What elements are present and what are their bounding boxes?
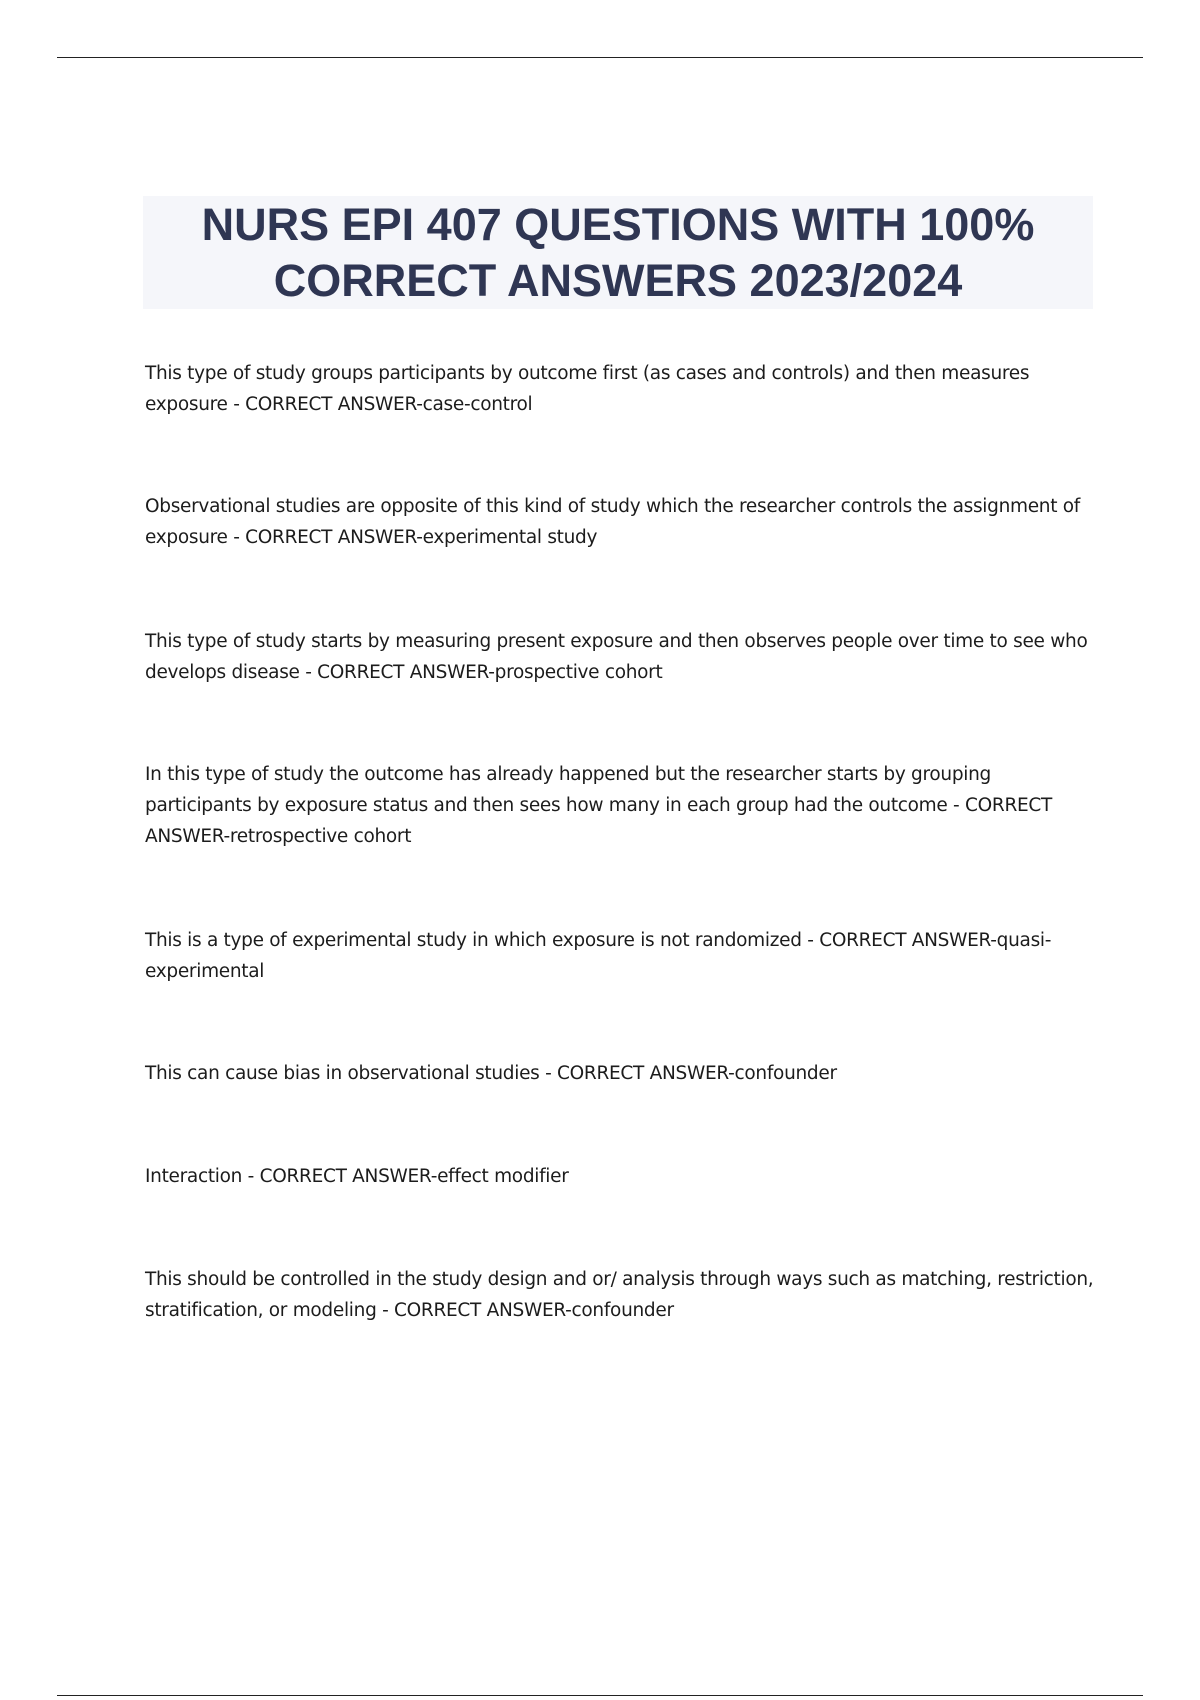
qa-item-7: Interaction - CORRECT ANSWER-effect modifier [145,1166,569,1187]
qa-item-5: This is a type of experimental study in which exposure is not randomized - CORRECT ANSWER-quasi-experimental [145,930,1052,982]
qa-item-3: This type of study starts by measuring present exposure and then observes people over time to see who develops disease - CORRECT ANSWER-prospective cohort [145,631,1088,683]
qa-item-6: This can cause bias in observational studies - CORRECT ANSWER-confounder [145,1063,837,1084]
qa-item-8: This should be controlled in the study design and or/ analysis through ways such as matching, restriction, stratification, or modeling - CORRECT ANSWER-confounder [145,1269,1094,1321]
qa-item-1: This type of study groups participants by outcome first (as cases and controls) and then measures exposure - CORRECT ANSWER-case-control [145,363,1030,415]
bottom-rule [57,1695,1143,1696]
qa-item-2: Observational studies are opposite of this kind of study which the researcher controls the assignment of exposure - CORRECT ANSWER-experimental study [145,496,1081,548]
top-rule [57,57,1143,58]
title-line-1: NURS EPI 407 QUESTIONS WITH 100% [201,198,1035,250]
title-line-2: CORRECT ANSWERS 2023/2024 [273,254,963,306]
document-title [143,196,1093,309]
qa-item-4: In this type of study the outcome has already happened but the researcher starts by grouping participants by exposure status and then sees how many in each group had the outcome - CORRECT ANSWER-retrospective cohort [145,764,1052,847]
